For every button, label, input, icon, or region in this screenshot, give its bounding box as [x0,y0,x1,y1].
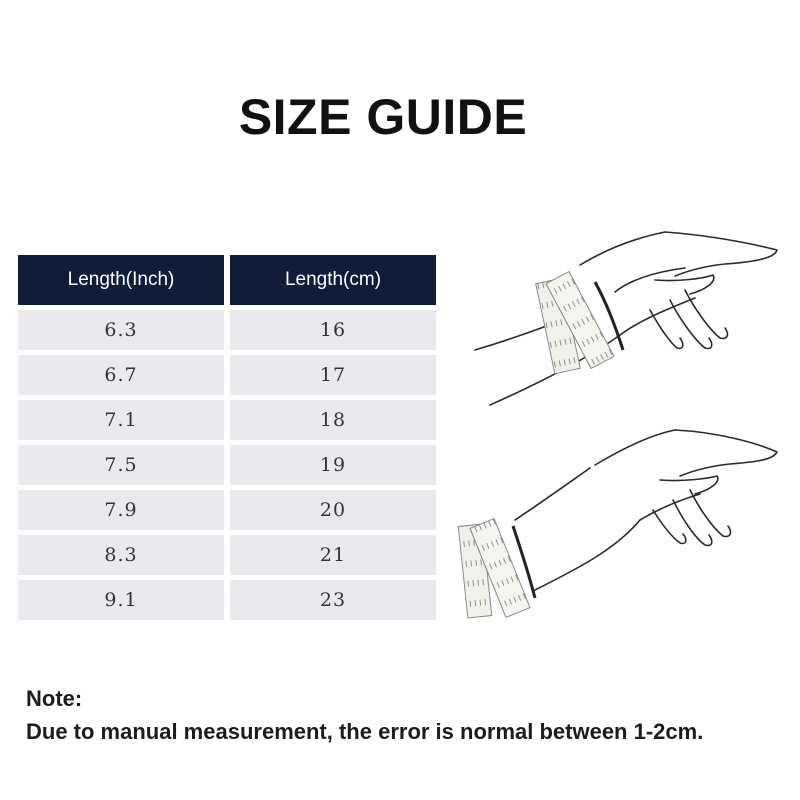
cell-inch: 9.1 [18,580,224,620]
table-row [18,445,436,485]
wrist-measuring-illustration [455,220,795,620]
hand-illustration-bottom [515,430,777,590]
table-row [18,400,436,440]
cell-inch: 7.1 [18,400,224,440]
cell-cm: 23 [230,580,436,620]
cell-inch: 7.9 [18,490,224,530]
table-row [18,490,436,530]
cell-inch: 6.7 [18,355,224,395]
size-table [18,255,436,625]
page-title: SIZE GUIDE [238,89,528,145]
table-row [18,355,436,395]
measuring-tape-bottom [458,519,535,618]
cell-cm: 17 [230,355,436,395]
header-inch: Length(Inch) [18,255,224,305]
cell-cm: 18 [230,400,436,440]
hand-illustration-top [475,232,777,405]
table-row [18,535,436,575]
table-header-row [18,255,436,305]
cell-cm: 19 [230,445,436,485]
cell-cm: 16 [230,310,436,350]
header-cm: Length(cm) [230,255,436,305]
cell-cm: 20 [230,490,436,530]
note-label: Note: [26,686,83,711]
cell-inch: 7.5 [18,445,224,485]
note-block [26,682,786,748]
cell-cm: 21 [230,535,436,575]
table-row [18,310,436,350]
cell-inch: 6.3 [18,310,224,350]
table-row [18,580,436,620]
cell-inch: 8.3 [18,535,224,575]
note-text: Due to manual measurement, the error is normal between 1-2cm. [26,719,704,744]
measuring-tape-top [536,272,623,374]
